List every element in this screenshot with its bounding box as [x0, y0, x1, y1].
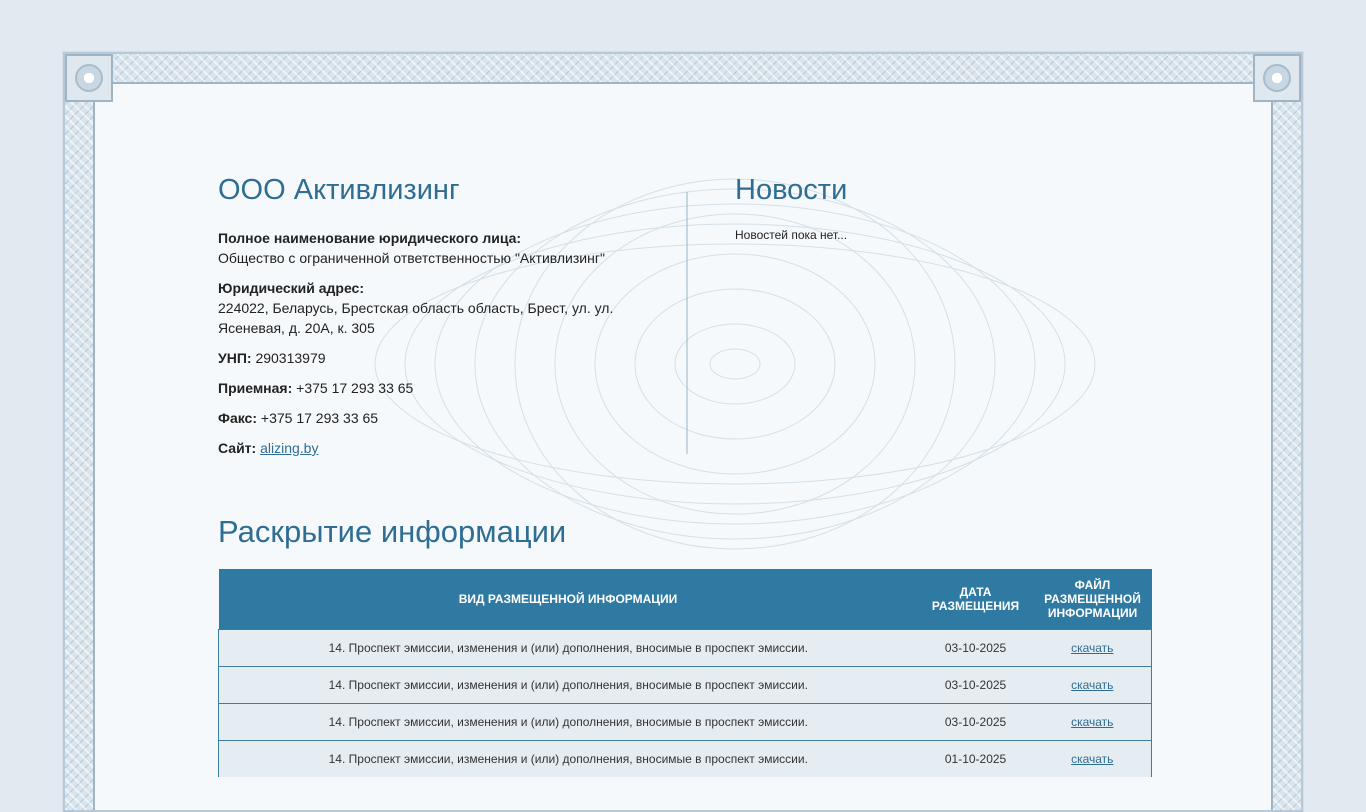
- disclosure-title: Раскрытие информации: [218, 514, 567, 549]
- header-file-line2: РАЗМЕЩЕННОЙ: [1044, 591, 1141, 606]
- header-date: [918, 569, 1034, 629]
- table-header-row: [219, 569, 1152, 629]
- news-empty-text: Новостей пока нет...: [735, 228, 848, 242]
- header-file: [1034, 569, 1152, 629]
- row-type: 14. Проспект эмиссии, изменения и (или) дополнения, вносимые в проспект эмиссии.: [219, 629, 918, 666]
- row-type: 14. Проспект эмиссии, изменения и (или) дополнения, вносимые в проспект эмиссии.: [219, 740, 918, 777]
- row-date: 01-10-2025: [918, 740, 1034, 777]
- row-date: 03-10-2025: [918, 629, 1034, 666]
- download-link[interactable]: скачать: [1071, 640, 1114, 655]
- fullname-row: [218, 228, 638, 268]
- fax-label: Факс:: [218, 410, 258, 426]
- header-file-line1: ФАЙЛ: [1074, 577, 1111, 592]
- frame-border-left: [65, 54, 95, 810]
- table-row: [219, 740, 1152, 777]
- download-link[interactable]: скачать: [1071, 751, 1114, 766]
- site-row: [218, 438, 638, 458]
- site-link[interactable]: alizing.by: [260, 440, 319, 456]
- fax-value: +375 17 293 33 65: [260, 410, 379, 426]
- header-file-line3: ИНФОРМАЦИИ: [1047, 605, 1138, 620]
- row-file: [1034, 703, 1152, 740]
- row-file: [1034, 629, 1152, 666]
- header-type: ВИД РАЗМЕЩЕННОЙ ИНФОРМАЦИИ: [219, 569, 918, 629]
- row-file: [1034, 740, 1152, 777]
- column-divider: [686, 192, 688, 454]
- corner-rosette-icon: [1253, 54, 1301, 102]
- fullname-value: Общество с ограниченной ответственностью "Активлизинг": [218, 250, 605, 266]
- corner-rosette-icon: [65, 54, 113, 102]
- row-type: 14. Проспект эмиссии, изменения и (или) дополнения, вносимые в проспект эмиссии.: [219, 666, 918, 703]
- reception-row: [218, 378, 638, 398]
- company-details: [218, 228, 638, 458]
- download-link[interactable]: скачать: [1071, 714, 1114, 729]
- table-row: [219, 629, 1152, 666]
- site-label: Сайт:: [218, 440, 257, 456]
- disclosure-table: [218, 569, 1152, 777]
- header-date-line1: ДАТА: [959, 584, 992, 599]
- frame-border-right: [1271, 54, 1301, 810]
- address-label: Юридический адрес:: [218, 280, 364, 296]
- table-row: [219, 703, 1152, 740]
- row-type: 14. Проспект эмиссии, изменения и (или) дополнения, вносимые в проспект эмиссии.: [219, 703, 918, 740]
- table-row: [219, 666, 1152, 703]
- reception-label: Приемная:: [218, 380, 293, 396]
- address-row: [218, 278, 638, 338]
- unp-label: УНП:: [218, 350, 252, 366]
- download-link[interactable]: скачать: [1071, 677, 1114, 692]
- unp-row: [218, 348, 638, 368]
- reception-value: +375 17 293 33 65: [296, 380, 414, 396]
- fullname-label: Полное наименование юридического лица:: [218, 230, 522, 246]
- row-file: [1034, 666, 1152, 703]
- news-title: Новости: [735, 174, 848, 206]
- company-title: ООО Активлизинг: [218, 174, 460, 206]
- company-info: [218, 172, 638, 468]
- address-value: 224022, Беларусь, Брестская область область, Брест, ул. ул. Ясеневая, д. 20А, к. 305: [218, 300, 614, 336]
- frame-border-top: [65, 54, 1301, 84]
- row-date: 03-10-2025: [918, 666, 1034, 703]
- certificate-frame: [63, 52, 1303, 812]
- news-section: [735, 172, 1135, 242]
- fax-row: [218, 408, 638, 428]
- row-date: 03-10-2025: [918, 703, 1034, 740]
- unp-value: 290313979: [255, 350, 326, 366]
- header-date-line2: РАЗМЕЩЕНИЯ: [931, 598, 1020, 613]
